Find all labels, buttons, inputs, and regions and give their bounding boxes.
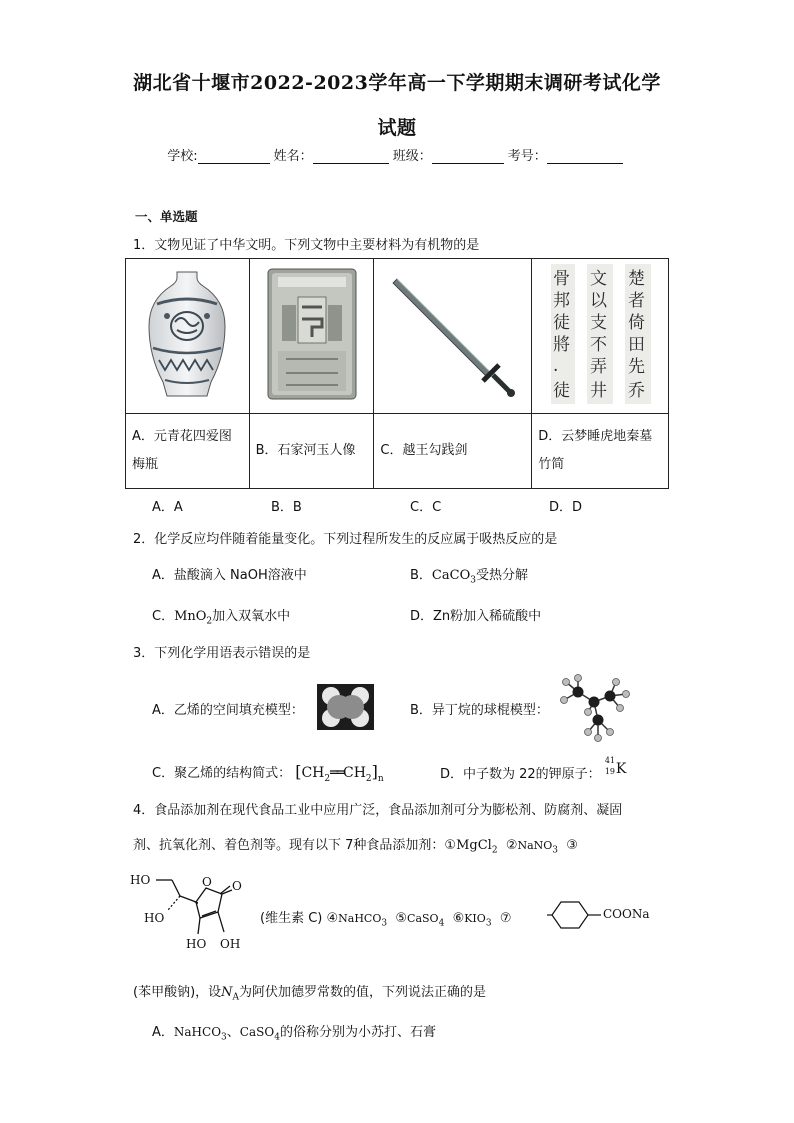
- item4-sub: 3: [381, 918, 388, 929]
- polyethylene-formula: [295, 762, 384, 784]
- q2-stem: 2．化学反应均伴随着能量变化。下列过程所发生的反应属于吸热反应的是: [133, 532, 558, 547]
- q4a-suffix: 的俗称分别为小苏打、石膏: [279, 1025, 436, 1040]
- q4a-sub1: 3: [221, 1032, 227, 1043]
- q3-option-b[interactable]: B．异丁烷的球棍模型：: [410, 703, 549, 718]
- q4a-sub2: 4: [274, 1032, 280, 1043]
- item5-formula: CaSO: [407, 912, 439, 925]
- q3-option-a[interactable]: A．乙烯的空间填充模型：: [152, 703, 304, 718]
- vc-label: (维生素 C): [260, 911, 323, 926]
- q4-stem-line1: 4．食品添加剂在现代食品工业中应用广泛，食品添加剂可分为膨松剂、防腐剂、凝固: [133, 803, 623, 818]
- item3-marker: ③: [566, 838, 578, 853]
- class-label: 班级：: [392, 149, 432, 164]
- q4-stem-line2-text: 剂、抗氧化剂、着色剂等。现有以下 7种食品添加剂：: [133, 838, 445, 853]
- item6-sub: 3: [485, 918, 492, 929]
- q4a-prefix: A．: [152, 1025, 174, 1040]
- relic-bamboo-cell: [532, 259, 669, 414]
- item2-formula: NaNO: [517, 839, 553, 852]
- q2-c-formula: MnO: [174, 609, 207, 624]
- name-label: 姓名：: [273, 149, 313, 164]
- q1-option-a[interactable]: A．A: [152, 500, 183, 515]
- vc-oh: OH: [220, 937, 241, 951]
- q4-stem-line2: [133, 834, 578, 856]
- pe-double-bond: ══: [330, 765, 343, 781]
- item6-formula: KIO: [464, 912, 486, 925]
- item2-marker: ②: [505, 838, 518, 853]
- vc-ring-o: O: [202, 875, 212, 889]
- q1-option-d[interactable]: D．D: [549, 500, 583, 515]
- q2-option-b[interactable]: [410, 564, 528, 586]
- svg-text:者: 者: [628, 291, 646, 311]
- q4a-formula1: NaHCO: [173, 1025, 222, 1039]
- svg-text:田: 田: [628, 335, 646, 355]
- option-a-cell[interactable]: A．元青花四爱图梅瓶: [126, 414, 250, 489]
- pe-ch-right: CH: [342, 765, 366, 781]
- q2-b-prefix: B．: [410, 568, 432, 583]
- relic-jade-cell: [249, 259, 374, 414]
- svg-text:乔: 乔: [628, 381, 646, 401]
- svg-text:楚: 楚: [628, 269, 646, 289]
- class-field[interactable]: [432, 150, 504, 164]
- item2-sub: 3: [552, 845, 559, 856]
- q1-option-b[interactable]: B．B: [271, 500, 302, 515]
- vc-ho1: HO: [130, 873, 151, 887]
- q2-c-suffix: 加入双氧水中: [212, 609, 291, 624]
- id-field[interactable]: [547, 150, 623, 164]
- vase-image: [145, 268, 229, 400]
- student-info-row: [0, 145, 794, 164]
- name-field[interactable]: [313, 150, 389, 164]
- q2-option-c[interactable]: [152, 605, 290, 627]
- school-field[interactable]: [198, 150, 270, 164]
- item4-marker: ④: [326, 911, 339, 926]
- page-title-line2: 试题: [377, 117, 417, 139]
- vc-ho3: HO: [186, 937, 207, 951]
- vc-keto-o: O: [232, 879, 242, 893]
- q3-stem: 3．下列化学用语表示错误的是: [133, 646, 311, 661]
- svg-text:文: 文: [590, 269, 608, 289]
- vc-ho2: HO: [144, 911, 165, 925]
- bamboo-slips-image: [545, 262, 655, 406]
- item5-sub: 4: [438, 918, 445, 929]
- school-label: 学校:: [167, 149, 198, 164]
- svg-text:骨: 骨: [553, 269, 571, 289]
- benzene-ring-icon: [547, 900, 603, 930]
- q1-relic-table: [125, 258, 669, 489]
- jade-figure-image: [264, 267, 360, 401]
- svg-text:井: 井: [590, 381, 608, 401]
- pe-sub-right: 2: [365, 773, 372, 784]
- q3-c-label: C．聚乙烯的结构简式：: [152, 766, 292, 781]
- option-c-cell[interactable]: C．越王勾践剑: [374, 414, 532, 489]
- svg-text:徒: 徒: [553, 313, 571, 333]
- section-heading: 一、单选题: [135, 209, 198, 224]
- q2-b-suffix: 受热分解: [475, 568, 528, 583]
- q4-items-row: [260, 907, 511, 929]
- isobutane-ball-stick-model: [558, 672, 634, 744]
- bracket-left: [: [295, 762, 302, 781]
- vitamin-c-structure: [128, 866, 260, 962]
- svg-text:支: 支: [590, 313, 608, 333]
- svg-text:以: 以: [590, 291, 608, 311]
- k-mass-number: 41: [604, 756, 616, 765]
- relic-sword-cell: [374, 259, 532, 414]
- q4a-formula2: CaSO: [239, 1025, 275, 1039]
- svg-text:不: 不: [590, 335, 608, 355]
- item1-marker: ①: [444, 838, 457, 853]
- q2-option-a[interactable]: A．盐酸滴入 NaOH溶液中: [152, 568, 307, 583]
- benzoate-label: (苯甲酸钠)，设: [133, 985, 222, 1000]
- item7-marker: ⑦: [499, 911, 512, 926]
- bracket-right: ]: [371, 762, 378, 781]
- q1-option-c[interactable]: C．C: [410, 500, 442, 515]
- item4-formula: NaHCO: [338, 912, 382, 925]
- svg-text:·: ·: [553, 361, 559, 381]
- page-title-line1: 湖北省十堰市2022-2023学年高一下学期期末调研考试化学: [133, 72, 661, 94]
- svg-text:弄: 弄: [590, 357, 608, 377]
- q2-b-sub: 3: [470, 575, 476, 586]
- item5-marker: ⑤: [395, 911, 408, 926]
- q3-option-c[interactable]: [152, 762, 384, 784]
- q2-c-prefix: C．: [152, 609, 175, 624]
- na-symbol: N: [221, 985, 233, 1000]
- item6-marker: ⑥: [452, 911, 465, 926]
- q3-d-label: D．中子数为 22的钾原子：: [440, 767, 601, 782]
- q4a-sep: 、: [226, 1025, 240, 1040]
- q2-c-sub: 2: [206, 616, 213, 627]
- ethylene-space-filling-model: [317, 684, 374, 730]
- svg-text:先: 先: [628, 357, 646, 377]
- item1-formula: MgCl: [456, 838, 492, 853]
- sword-image: [383, 269, 523, 399]
- q1-stem: 1．文物见证了中华文明。下列文物中主要材料为有机物的是: [133, 238, 480, 253]
- svg-text:邦: 邦: [553, 291, 571, 311]
- q4-option-a[interactable]: [152, 1021, 436, 1043]
- q3-option-d[interactable]: [440, 756, 631, 782]
- q2-b-formula: CaCO: [431, 568, 471, 583]
- na-sub: A: [232, 992, 240, 1003]
- potassium-nuclide: [604, 756, 631, 778]
- q2-option-d[interactable]: D．Zn粉加入稀硫酸中: [410, 609, 542, 624]
- item1-sub: 2: [491, 845, 498, 856]
- id-label: 考号：: [507, 149, 547, 164]
- q4-benzoate-line: [133, 981, 486, 1003]
- svg-text:將: 將: [553, 335, 571, 355]
- coona-label: COONa: [603, 907, 650, 921]
- benzoate-suffix: 为阿伏加德罗常数的值，下列说法正确的是: [239, 985, 487, 1000]
- option-b-cell[interactable]: B．石家河玉人像: [249, 414, 374, 489]
- option-d-cell[interactable]: D．云梦睡虎地秦墓竹简: [532, 414, 669, 489]
- svg-text:徒: 徒: [553, 381, 571, 401]
- k-symbol: K: [615, 761, 627, 777]
- pe-n: n: [377, 773, 384, 784]
- pe-sub-left: 2: [324, 773, 331, 784]
- svg-text:倚: 倚: [628, 313, 646, 333]
- relic-vase-cell: [126, 259, 250, 414]
- pe-ch-left: CH: [301, 765, 325, 781]
- k-atomic-number: 19: [604, 767, 616, 776]
